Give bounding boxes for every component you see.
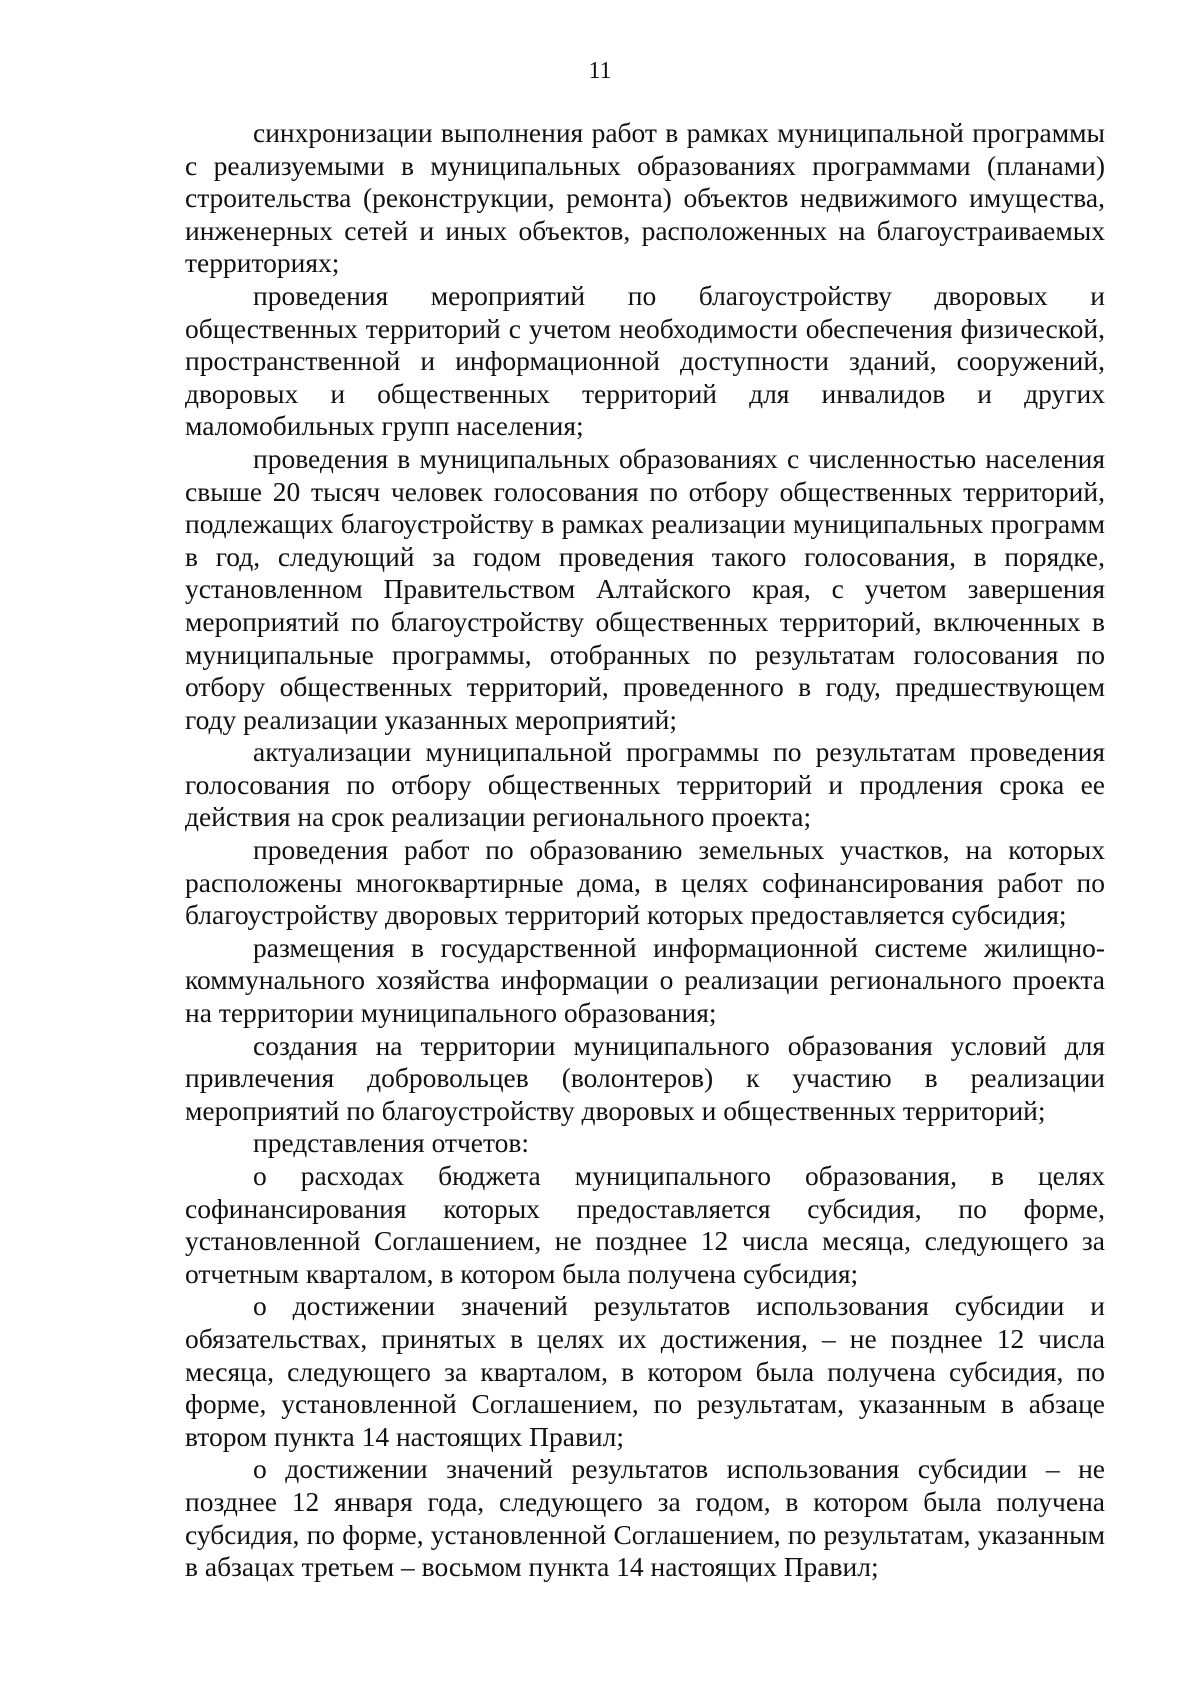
document-body bbox=[185, 117, 1105, 1584]
paragraph-land-plots: проведения работ по образованию земельных участков, на которых расположены многоквартирные дома, в целях софинансирования работ по благоустройству дворовых территорий которых предоставляется субсидия; bbox=[185, 834, 1105, 931]
paragraph-volunteers: создания на территории муниципального образования условий для привлечения добровольцев (волонтеров) к участию в реализации мероприятий по благоустройству дворовых и общественных территорий; bbox=[185, 1029, 1105, 1126]
paragraph-report-expenses: о расходах бюджета муниципального образования, в целях софинансирования которых предоставляется субсидия, по форме, установленной Соглашением, не позднее 12 числа месяца, следующего за отчетным кварталом, в котором была получена субсидия; bbox=[185, 1160, 1105, 1289]
paragraph-reports-heading: представления отчетов: bbox=[253, 1127, 530, 1159]
paragraph-accessibility: проведения мероприятий по благоустройству дворовых и общественных территорий с учетом необходимости обеспечения физической, пространственной и информационной доступности зданий, сооружений, дворовых и общественных территорий для инвалидов и других маломобильных групп населения; bbox=[185, 279, 1105, 442]
paragraph-public-voting: проведения в муниципальных образованиях с численностью населения свыше 20 тысяч человек голосования по отбору общественных территорий, подлежащих благоустройству в рамках реализации муниципальных программ в год, следующий за годом проведения такого голосования, в порядке, установленном Правительством Алтайского края, с учетом завершения мероприятий по благоустройству общественных территорий, включенных в муниципальные программы, отобранных по результатам голосования по отбору общественных территорий, проведенного в году, предшествующем году реализации указанных мероприятий; bbox=[185, 442, 1105, 735]
paragraph-program-update: актуализации муниципальной программы по результатам проведения голосования по отбору общественных территорий и продления срока ее действия на срок реализации регионального проекта; bbox=[185, 736, 1105, 833]
paragraph-synchronization: синхронизации выполнения работ в рамках муниципальной программы с реализуемыми в муниципальных образованиях программами (планами) строительства (реконструкции, ремонта) объектов недвижимого имущества, инженерных сетей и иных объектов, расположенных на благоустраиваемых территориях; bbox=[185, 117, 1105, 279]
paragraph-gis-housing: размещения в государственной информационной системе жилищно-коммунального хозяйства информации о реализации регионального проекта на территории муниципального образования; bbox=[185, 931, 1105, 1029]
page-number: 11 bbox=[588, 58, 612, 84]
paragraph-report-quarterly-results: о достижении значений результатов использования субсидии и обязательствах, принятых в целях их достижения, – не позднее 12 числа месяца, следующего за кварталом, в котором была получена субсидия, по форме, установленной Соглашением, по результатам, указанным в абзаце втором пункта 14 настоящих Правил; bbox=[185, 1290, 1105, 1452]
paragraph-report-annual-results: о достижении значений результатов использования субсидии – не позднее 12 января года, следующего за годом, в котором была получена субсидия, по форме, установленной Соглашением, по результатам, указанным в абзацах третьем – восьмом пункта 14 настоящих Правил; bbox=[185, 1453, 1105, 1583]
